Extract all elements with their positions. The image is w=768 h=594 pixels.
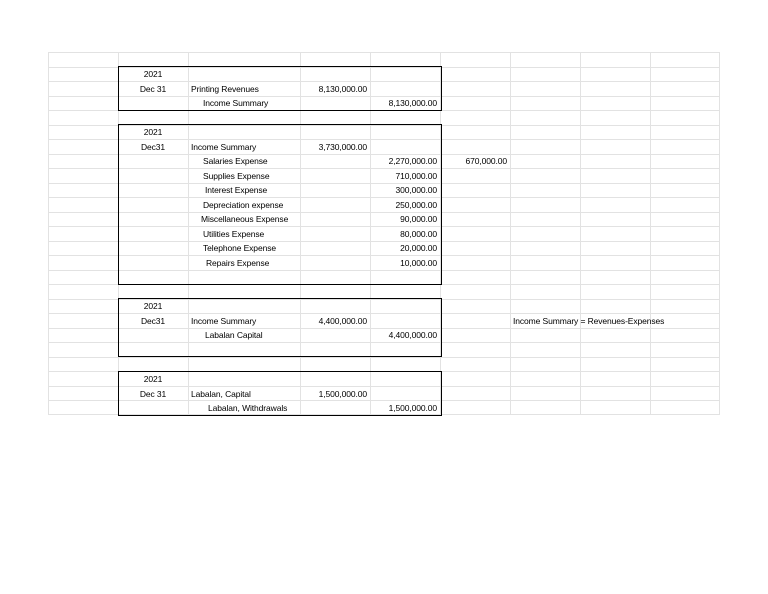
spreadsheet-grid [48, 52, 720, 414]
account-name: Supplies Expense [203, 170, 270, 181]
account-name: Labalan, Capital [191, 388, 251, 399]
account-name: Utilities Expense [203, 228, 265, 239]
account-name: Income Summary [191, 141, 257, 152]
account-name: Labalan, Withdrawals [208, 402, 288, 413]
side-note-amount: 670,000.00 [465, 156, 507, 166]
credit-amount: 250,000.00 [395, 199, 437, 210]
credit-amount: 300,000.00 [395, 185, 437, 195]
entry-date: Dec31 [140, 315, 166, 326]
account-name: Labalan Capital [205, 330, 263, 340]
credit-amount: 8,130,000.00 [388, 98, 437, 108]
entry-year: 2021 [143, 127, 163, 137]
entry-year: 2021 [143, 301, 163, 311]
credit-amount: 20,000.00 [400, 243, 437, 253]
credit-amount: 90,000.00 [400, 214, 437, 224]
entry-date: Dec 31 [139, 388, 167, 399]
debit-amount: 3,730,000.00 [318, 141, 367, 152]
debit-amount: 4,400,000.00 [318, 315, 367, 326]
credit-amount: 710,000.00 [395, 170, 437, 181]
credit-amount: 1,500,000.00 [388, 402, 437, 413]
account-name: Income Summary [203, 98, 269, 108]
account-name: Telephone Expense [203, 243, 276, 253]
debit-amount: 1,500,000.00 [318, 388, 367, 399]
debit-amount: 8,130,000.00 [318, 83, 367, 94]
entry-date: Dec 31 [139, 83, 167, 94]
account-name: Interest Expense [205, 185, 268, 195]
credit-amount: 80,000.00 [400, 228, 437, 239]
account-name: Salaries Expense [203, 156, 268, 166]
account-name: Printing Revenues [191, 83, 259, 94]
account-name: Repairs Expense [206, 257, 270, 268]
credit-amount: 4,400,000.00 [388, 330, 437, 340]
formula-note: Income Summary = Revenues-Expenses [513, 315, 665, 326]
entry-year: 2021 [143, 69, 163, 79]
account-name: Income Summary [191, 315, 257, 326]
entry-date: Dec31 [140, 141, 166, 152]
credit-amount: 2,270,000.00 [388, 156, 437, 166]
credit-amount: 10,000.00 [400, 257, 437, 268]
entry-year: 2021 [143, 374, 163, 384]
account-name: Depreciation expense [203, 199, 284, 210]
account-name: Miscellaneous Expense [201, 214, 289, 224]
